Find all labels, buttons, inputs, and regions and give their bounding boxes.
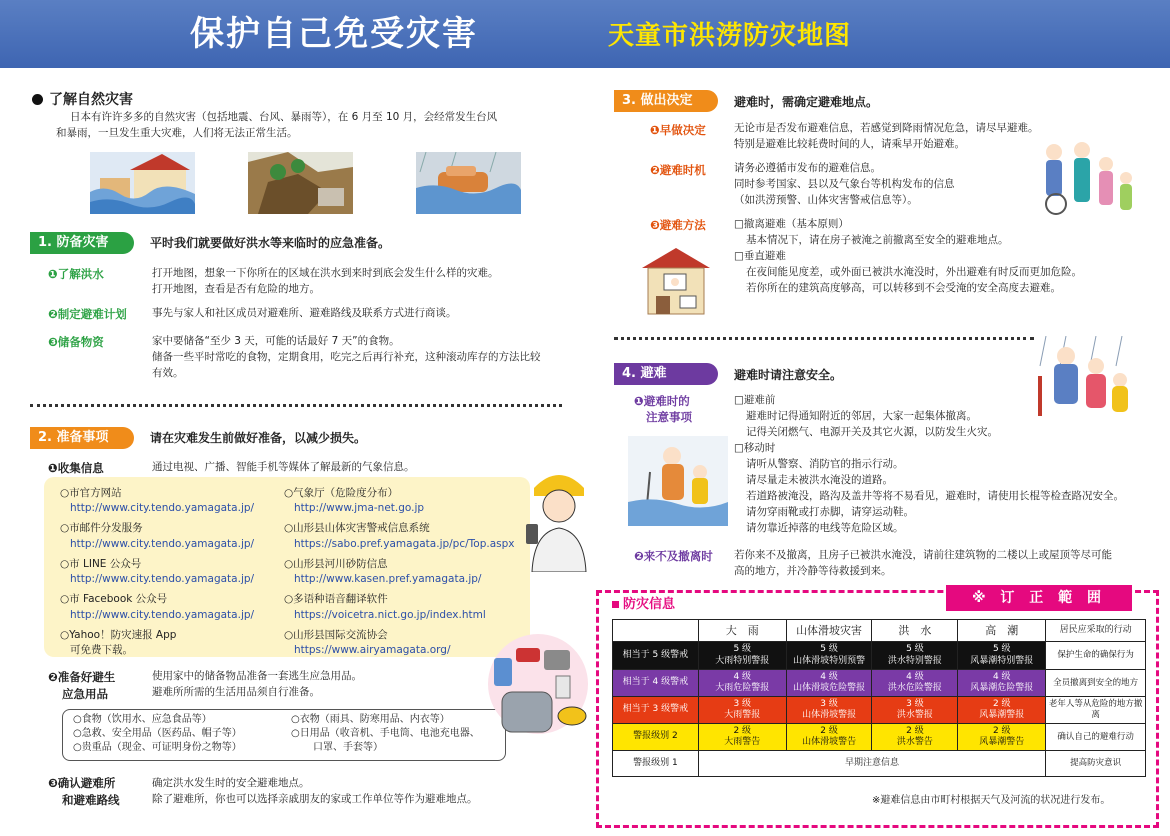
woman-with-phone-illustration [524, 466, 594, 572]
section2-lead: 请在灾难发生前做好准备，以减少损失。 [150, 431, 367, 445]
table-cell [872, 697, 958, 724]
sec4-a-label2: 注意事项 [646, 410, 692, 424]
sec4-a-line7: 若道路被淹没，路沟及盖井等将不易看见，避难时，请使用长棍等检查路况安全。 [746, 490, 1124, 502]
link-note: 可免费下载。 [70, 643, 133, 656]
link-url[interactable]: https://www.airyamagata.org/ [294, 643, 451, 656]
table-cell [698, 697, 786, 724]
sec3-c-line4: 在夜间能见度差，或外面已被洪水淹没时，外出避难有时反而更加危险。 [746, 266, 1082, 278]
cell-level: 5 级 [906, 644, 924, 655]
supplies-item: ○急救、安全用品（医药品、帽子等） [73, 728, 242, 739]
sec1-item1-label: ❶了解洪水 [48, 267, 104, 281]
supplies-item: ○贵重品（现金、可证明身份之物等） [73, 742, 242, 753]
cell-text: 风暴潮警告 [979, 737, 1025, 747]
supplies-item: ○日用品（收音机、手电筒、电池充电器、 [291, 728, 480, 739]
cell-level: 5 级 [733, 644, 752, 655]
sec2-prep-line2: 避难所所需的生活用品须自行准备。 [152, 686, 320, 698]
link-name: ○市邮件分发服务 [60, 522, 143, 535]
sec4-b-label: ❷来不及撤离时 [634, 549, 713, 563]
link-item [284, 628, 515, 658]
level-cell: 警报级别 2 [613, 724, 699, 751]
cell-text: 风暴潮警报 [979, 710, 1025, 720]
cell-text: 洪水警报 [896, 710, 933, 720]
link-name: ○山形县国际交流协会 [284, 628, 388, 641]
evacuating-family-illustration [1032, 138, 1136, 218]
table-cell-span: 早期注意信息 [698, 751, 1045, 777]
level-cell: 警报级别 1 [613, 751, 699, 777]
supplies-item: ○衣物（雨具、防寒用品、内衣等） [291, 714, 450, 725]
table-cell [872, 724, 958, 751]
sec4-b-line1: 若你来不及撤离，且房子已被洪水淹没，请前往建筑物的二楼以上或屋顶等尽可能 [734, 549, 1112, 561]
link-item [284, 557, 515, 587]
table-cell [786, 697, 872, 724]
divider [30, 404, 562, 407]
table-cell [958, 642, 1046, 670]
sec2-route-line2: 除了避难所，你也可以选择亲戚朋友的家或工作单位等作为避难地点。 [152, 793, 478, 805]
cell-text: 山体滑坡警告 [802, 737, 857, 747]
table-cell [872, 642, 958, 670]
action-cell: 保护生命的确保行为 [1046, 642, 1146, 670]
level-cell: 相当于 4 级警戒 [613, 670, 699, 697]
sec1-item2-label: ❷制定避难计划 [48, 307, 127, 321]
link-url[interactable]: http://www.city.tendo.yamagata.jp/ [70, 573, 255, 586]
sec1-item3-line1: 家中要储备“至少 3 天，可能的话最好 7 天”的食物。 [152, 335, 400, 347]
table-row [613, 724, 1146, 751]
cell-level: 5 级 [992, 644, 1011, 655]
sec4-a-line2: 避难时记得通知附近的邻居，大家一起集体撤离。 [746, 410, 977, 422]
section1-tag: 1. 防备灾害 [30, 232, 134, 254]
sec1-item1-line1: 打开地图，想象一下你所在的区域在洪水到来时到底会发生什么样的灾难。 [152, 267, 499, 279]
cell-text: 大雨危险警报 [715, 683, 770, 693]
links-left-column [60, 486, 254, 663]
sec3-c-line2: 基本情况下，请在房子被淹之前撤离至安全的避难地点。 [746, 234, 1009, 246]
link-url[interactable]: https://sabo.pref.yamagata.jp/pc/Top.aspx [294, 537, 515, 550]
table-row [613, 697, 1146, 724]
link-item [284, 486, 515, 516]
emergency-kit-illustration [486, 628, 590, 740]
square-bullet-icon [612, 601, 619, 608]
supplies-list-box [62, 709, 506, 761]
intro-heading-text: 了解自然灾害 [49, 92, 133, 108]
sec3-b-label: ❷避难时机 [650, 163, 706, 177]
link-name: ○市官方网站 [60, 487, 122, 499]
link-item [60, 592, 254, 622]
link-name: ○Yahoo！防灾速报 App [60, 628, 177, 641]
sec3-c-line5: 若你所在的建筑高度够高，可以转移到不会受淹的安全高度去避难。 [746, 282, 1061, 294]
walking-in-flood-illustration [628, 436, 728, 526]
cell-level: 2 级 [992, 725, 1011, 736]
section3-lead: 避难时，需确定避难地点。 [734, 95, 879, 109]
link-url[interactable]: http://www.city.tendo.yamagata.jp/ [70, 537, 255, 550]
link-name: ○山形县河川砂防信息 [284, 557, 388, 570]
intro-line2: 和暴雨，一旦发生重大灾难，人们将无法正常生活。 [56, 127, 298, 139]
sec4-a-line4: □移动时 [734, 442, 776, 454]
section1-lead: 平时我们就要做好洪水等来临时的应急准备。 [150, 236, 391, 250]
landslide-illustration [248, 152, 353, 214]
sec1-item2-line1: 事先与家人和社区成员对避难所、避难路线及联系方式进行商谈。 [152, 307, 457, 319]
table-row [613, 670, 1146, 697]
link-name: ○山形县山体灾害警戒信息系统 [284, 522, 430, 535]
link-item [60, 486, 254, 516]
link-url[interactable]: http://www.city.tendo.yamagata.jp/ [70, 502, 255, 515]
sec2-route-label1: ❸确认避难所 [48, 776, 116, 790]
rain-evacuation-illustration [1036, 336, 1136, 416]
action-cell: 提高防灾意识 [1046, 751, 1146, 777]
table-cell [698, 670, 786, 697]
cell-text: 山体滑坡警报 [802, 710, 857, 720]
sec2-prep-line1: 使用家中的储备物品准备一套逃生应急用品。 [152, 670, 362, 682]
sec2-info-label: ❶收集信息 [48, 461, 104, 475]
sec4-b-line2: 高的地方，并冷静等待救援到来。 [734, 565, 892, 577]
link-url[interactable]: http://www.city.tendo.yamagata.jp/ [70, 608, 255, 621]
level-cell: 相当于 3 级警戒 [613, 697, 699, 724]
cell-level: 2 级 [906, 725, 924, 736]
sec2-route-label2: 和避难路线 [62, 793, 120, 807]
intro-line1: 日本有许许多多的自然灾害（包括地震、台风、暴雨等），在 6 月至 10 月，会经常发生台风 [70, 111, 498, 123]
cell-text: 风暴潮危险警报 [970, 683, 1034, 693]
correction-range-badge: ※ 订 正 範 囲 [946, 585, 1132, 611]
table-cell [958, 724, 1046, 751]
cell-text: 洪水危险警报 [887, 683, 942, 693]
sec1-item3-line2: 储备一些平时常吃的食物，定期食用，吃完之后再行补充，这种滚动库存的方法比较 [152, 351, 541, 363]
table-cell [786, 642, 872, 670]
cell-level: 5 级 [820, 644, 838, 655]
column-header [613, 620, 699, 642]
table-footnote: ※避难信息由市町村根据天气及河流的状况进行发布。 [872, 795, 1111, 806]
section2-tag: 2. 准备事项 [30, 427, 134, 449]
flooded-car-illustration [416, 152, 521, 214]
link-name: ○市 Facebook 公众号 [60, 593, 168, 606]
sec4-a-line5: 请听从警察、消防官的指示行动。 [746, 458, 904, 470]
cell-text: 洪水警告 [896, 737, 933, 747]
table-row [613, 642, 1146, 670]
sec3-b-line2: 同时参考国家、县以及气象台等机构发布的信息 [734, 178, 955, 190]
supplies-item: 口罩、手套等） [313, 742, 383, 753]
cell-text: 风暴潮特别警报 [970, 655, 1034, 666]
links-right-column [284, 486, 515, 663]
cell-level: 2 级 [733, 725, 752, 736]
link-item [60, 557, 254, 587]
sec4-a-line8: 请勿穿雨靴或打赤脚，请穿运动鞋。 [746, 506, 914, 518]
cell-level: 3 级 [733, 698, 752, 709]
sec3-b-line3: （如洪涝预警、山体灾害警戒信息等）。 [734, 194, 918, 206]
flood-house-illustration [90, 152, 195, 214]
cell-text: 山体滑坡特别预警 [793, 655, 866, 666]
sec2-route-line1: 确定洪水发生时的安全避难地点。 [152, 777, 310, 789]
cell-text: 大雨警告 [724, 737, 761, 747]
link-name: ○多语种语音翻译软件 [284, 593, 388, 606]
cell-level: 3 级 [906, 698, 924, 709]
action-cell: 全员撤离到安全的地方 [1046, 670, 1146, 697]
sec4-a-line3: 记得关闭燃气、电源开关及其它火源，以防发生火灾。 [746, 426, 998, 438]
sec3-c-line1: □撤离避难（基本原则） [734, 218, 849, 230]
page-subtitle: 天童市洪涝防灾地图 [608, 21, 852, 51]
link-url[interactable]: http://www.kasen.pref.yamagata.jp/ [294, 573, 482, 586]
cell-level: 4 级 [992, 671, 1011, 682]
column-header: 大 雨 [698, 620, 786, 642]
cell-level: 3 级 [820, 698, 838, 709]
bullet-icon [32, 94, 43, 105]
column-header: 洪 水 [872, 620, 958, 642]
level-cell: 相当于 5 级警戒 [613, 642, 699, 670]
cell-level: 4 级 [820, 671, 838, 682]
action-cell: 确认自己的避难行动 [1046, 724, 1146, 751]
sec1-item3-label: ❸储备物资 [48, 335, 104, 349]
table-cell [698, 642, 786, 670]
table-cell [786, 724, 872, 751]
two-story-house-illustration [640, 246, 712, 316]
table-cell [698, 724, 786, 751]
cell-text: 洪水特别警报 [887, 655, 942, 666]
table-row [613, 751, 1146, 777]
section3-tag: 3. 做出决定 [614, 90, 718, 112]
sec1-item3-line3: 有效。 [152, 367, 184, 379]
sec3-a-label: ❶早做决定 [650, 123, 706, 137]
cell-level: 4 级 [733, 671, 752, 682]
section4-lead: 避难时请注意安全。 [734, 368, 843, 382]
table-cell [872, 670, 958, 697]
intro-heading [32, 90, 133, 110]
sec3-c-line3: □垂直避难 [734, 250, 786, 262]
table-cell [786, 670, 872, 697]
table-cell [958, 697, 1046, 724]
sec4-a-line1: □避难前 [734, 394, 776, 406]
link-item [284, 521, 515, 551]
table-header-row [613, 620, 1146, 642]
section4-tag: 4. 避难 [614, 363, 718, 385]
cell-level: 2 级 [820, 725, 838, 736]
column-header: 居民应采取的行动 [1046, 620, 1146, 642]
sec2-prep-label1: ❷准备好避生 [48, 670, 116, 684]
sec2-prep-label2: 应急用品 [62, 687, 108, 701]
sec3-a-line2: 特别是避难比较耗费时间的人，请乘早开始避难。 [734, 138, 965, 150]
cell-text: 大雨警报 [724, 710, 761, 720]
cell-text: 山体滑坡危险警报 [793, 683, 866, 693]
page-title: 保护自己免受灾害 [190, 14, 478, 54]
link-name: ○气象厅（危险度分布） [284, 487, 399, 499]
table-title-text: 防灾信息 [623, 597, 676, 612]
column-header: 高 潮 [958, 620, 1046, 642]
link-item [60, 521, 254, 551]
column-header: 山体滑坡灾害 [786, 620, 872, 642]
sec4-a-line9: 请勿靠近掉落的电线等危险区域。 [746, 522, 904, 534]
divider [614, 337, 1034, 340]
link-name: ○市 LINE 公众号 [60, 557, 142, 570]
sec3-b-line1: 请务必遵循市发布的避难信息。 [734, 162, 881, 174]
sec3-a-line1: 无论市是否发布避难信息，若感觉到降雨情况危急，请尽早避难。 [734, 122, 1039, 134]
cell-level: 4 级 [906, 671, 924, 682]
cell-level: 2 级 [992, 698, 1011, 709]
sec1-item1-line2: 打开地图，查看是否有危险的地方。 [152, 283, 320, 295]
link-item [60, 628, 254, 658]
sec4-a-line6: 请尽量走未被洪水淹没的道路。 [746, 474, 893, 486]
sec2-info-text: 通过电视、广播、智能手机等媒体了解最新的气象信息。 [152, 461, 415, 473]
action-cell: 老年人等从危险的地方撤离 [1046, 697, 1146, 724]
link-item [284, 592, 515, 622]
supplies-item: ○食物（饮用水、应急食品等） [73, 714, 212, 725]
sec3-c-label: ❸避难方法 [650, 218, 706, 232]
link-url[interactable]: http://www.jma-net.go.jp [294, 502, 425, 515]
table-cell [958, 670, 1046, 697]
cell-text: 大雨特别警报 [715, 655, 770, 666]
sec4-a-label1: ❶避难时的 [634, 394, 690, 408]
table-title [612, 596, 675, 615]
header-banner [0, 0, 1170, 68]
alert-level-table [612, 619, 1146, 777]
link-url[interactable]: https://voicetra.nict.go.jp/index.html [294, 608, 486, 621]
